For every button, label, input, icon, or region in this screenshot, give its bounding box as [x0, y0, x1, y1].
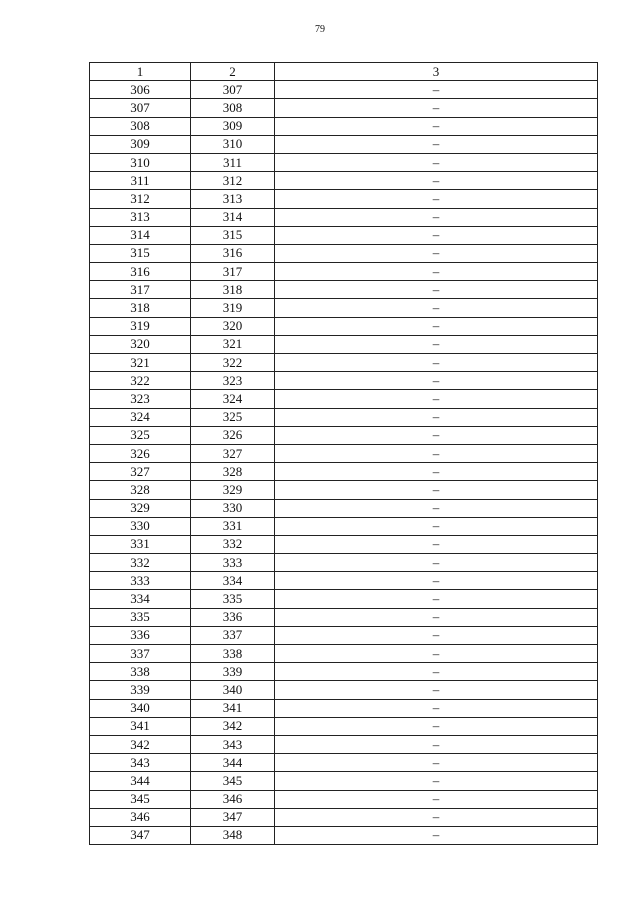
table-cell-col-1: 343: [90, 754, 191, 772]
table-row: [90, 608, 598, 626]
table-row: [90, 99, 598, 117]
column-header-2: 2: [191, 63, 275, 81]
table-cell-col-2: 338: [191, 645, 275, 663]
table-row: [90, 572, 598, 590]
table-cell-col-3: –: [275, 517, 598, 535]
table-cell-col-2: 339: [191, 663, 275, 681]
table-cell-col-2: 310: [191, 135, 275, 153]
table-cell-col-1: 309: [90, 135, 191, 153]
table-cell-col-1: 315: [90, 244, 191, 262]
table-cell-col-3: –: [275, 808, 598, 826]
table-cell-col-1: 313: [90, 208, 191, 226]
table-cell-col-1: 346: [90, 808, 191, 826]
table-cell-col-1: 326: [90, 444, 191, 462]
table-cell-col-2: 334: [191, 572, 275, 590]
column-header-1: 1: [90, 63, 191, 81]
table-cell-col-3: –: [275, 826, 598, 844]
table-header: [90, 63, 598, 81]
table-cell-col-1: 308: [90, 117, 191, 135]
table-cell-col-3: –: [275, 645, 598, 663]
table-row: [90, 535, 598, 553]
table-cell-col-1: 314: [90, 226, 191, 244]
table-cell-col-1: 330: [90, 517, 191, 535]
column-header-3: 3: [275, 63, 598, 81]
table-body: [90, 81, 598, 845]
table-cell-col-3: –: [275, 208, 598, 226]
table-cell-col-2: 340: [191, 681, 275, 699]
table-row: [90, 517, 598, 535]
table-row: [90, 335, 598, 353]
table-cell-col-2: 316: [191, 244, 275, 262]
table-cell-col-2: 333: [191, 554, 275, 572]
table-cell-col-1: 306: [90, 81, 191, 99]
table-cell-col-2: 330: [191, 499, 275, 517]
table-cell-col-2: 336: [191, 608, 275, 626]
table-cell-col-1: 332: [90, 554, 191, 572]
table-cell-col-3: –: [275, 354, 598, 372]
table-cell-col-2: 315: [191, 226, 275, 244]
table-row: [90, 408, 598, 426]
table-row: [90, 172, 598, 190]
table-cell-col-3: –: [275, 699, 598, 717]
table-cell-col-1: 328: [90, 481, 191, 499]
table-cell-col-1: 334: [90, 590, 191, 608]
table-cell-col-2: 345: [191, 772, 275, 790]
table-row: [90, 554, 598, 572]
table-cell-col-2: 344: [191, 754, 275, 772]
table-row: [90, 372, 598, 390]
table-cell-col-3: –: [275, 190, 598, 208]
table-row: [90, 626, 598, 644]
table-cell-col-2: 322: [191, 354, 275, 372]
table-cell-col-1: 318: [90, 299, 191, 317]
table-cell-col-2: 348: [191, 826, 275, 844]
table-cell-col-2: 317: [191, 263, 275, 281]
table-row: [90, 226, 598, 244]
table-cell-col-1: 324: [90, 408, 191, 426]
table-cell-col-3: –: [275, 81, 598, 99]
header-row: [90, 63, 598, 81]
table-cell-col-2: 318: [191, 281, 275, 299]
table-cell-col-1: 338: [90, 663, 191, 681]
table-row: [90, 663, 598, 681]
page-number: 79: [315, 24, 325, 35]
table-cell-col-3: –: [275, 244, 598, 262]
table-cell-col-3: –: [275, 554, 598, 572]
data-table: [89, 62, 598, 845]
table-cell-col-3: –: [275, 263, 598, 281]
table-cell-col-3: –: [275, 754, 598, 772]
table-row: [90, 717, 598, 735]
table-row: [90, 426, 598, 444]
table-cell-col-1: 339: [90, 681, 191, 699]
table-cell-col-2: 308: [191, 99, 275, 117]
table-cell-col-2: 337: [191, 626, 275, 644]
table-cell-col-1: 319: [90, 317, 191, 335]
table-cell-col-2: 313: [191, 190, 275, 208]
table-cell-col-1: 331: [90, 535, 191, 553]
table-row: [90, 754, 598, 772]
table-cell-col-3: –: [275, 735, 598, 753]
table-cell-col-3: –: [275, 535, 598, 553]
table-cell-col-3: –: [275, 626, 598, 644]
table-cell-col-2: 325: [191, 408, 275, 426]
table-row: [90, 299, 598, 317]
table-cell-col-2: 332: [191, 535, 275, 553]
table-row: [90, 117, 598, 135]
table-cell-col-2: 309: [191, 117, 275, 135]
table-cell-col-2: 320: [191, 317, 275, 335]
table-row: [90, 244, 598, 262]
table-cell-col-1: 329: [90, 499, 191, 517]
table-cell-col-2: 347: [191, 808, 275, 826]
table-cell-col-1: 323: [90, 390, 191, 408]
table-cell-col-3: –: [275, 299, 598, 317]
table-cell-col-1: 316: [90, 263, 191, 281]
table-cell-col-1: 310: [90, 153, 191, 171]
table-cell-col-2: 311: [191, 153, 275, 171]
table-cell-col-3: –: [275, 790, 598, 808]
table-row: [90, 317, 598, 335]
table-cell-col-3: –: [275, 572, 598, 590]
table-cell-col-2: 319: [191, 299, 275, 317]
table-cell-col-1: 335: [90, 608, 191, 626]
table-row: [90, 281, 598, 299]
table-cell-col-2: 343: [191, 735, 275, 753]
table-cell-col-2: 307: [191, 81, 275, 99]
table-cell-col-2: 346: [191, 790, 275, 808]
table-cell-col-2: 329: [191, 481, 275, 499]
table-cell-col-1: 322: [90, 372, 191, 390]
table-row: [90, 735, 598, 753]
table-cell-col-3: –: [275, 590, 598, 608]
table-row: [90, 499, 598, 517]
table-cell-col-3: –: [275, 317, 598, 335]
table-row: [90, 590, 598, 608]
table-cell-col-2: 327: [191, 444, 275, 462]
table-cell-col-3: –: [275, 390, 598, 408]
table-cell-col-3: –: [275, 499, 598, 517]
table-cell-col-1: 344: [90, 772, 191, 790]
table-row: [90, 481, 598, 499]
table-cell-col-2: 314: [191, 208, 275, 226]
table-cell-col-3: –: [275, 463, 598, 481]
table-cell-col-1: 307: [90, 99, 191, 117]
table-cell-col-3: –: [275, 772, 598, 790]
table-cell-col-3: –: [275, 281, 598, 299]
table-cell-col-3: –: [275, 226, 598, 244]
table-cell-col-1: 337: [90, 645, 191, 663]
table-cell-col-2: 328: [191, 463, 275, 481]
table-cell-col-3: –: [275, 335, 598, 353]
table-cell-col-1: 312: [90, 190, 191, 208]
table-cell-col-1: 345: [90, 790, 191, 808]
table-cell-col-3: –: [275, 426, 598, 444]
table-cell-col-2: 335: [191, 590, 275, 608]
table-cell-col-3: –: [275, 681, 598, 699]
table-cell-col-2: 342: [191, 717, 275, 735]
table-row: [90, 444, 598, 462]
table-row: [90, 135, 598, 153]
table-row: [90, 645, 598, 663]
table-row: [90, 790, 598, 808]
table-cell-col-1: 317: [90, 281, 191, 299]
table-cell-col-3: –: [275, 99, 598, 117]
table-cell-col-1: 347: [90, 826, 191, 844]
table-row: [90, 390, 598, 408]
table-cell-col-1: 321: [90, 354, 191, 372]
table-cell-col-3: –: [275, 172, 598, 190]
table-row: [90, 208, 598, 226]
table-cell-col-2: 341: [191, 699, 275, 717]
table-row: [90, 772, 598, 790]
table-cell-col-3: –: [275, 153, 598, 171]
table-cell-col-3: –: [275, 608, 598, 626]
table-cell-col-2: 326: [191, 426, 275, 444]
table-cell-col-1: 333: [90, 572, 191, 590]
table-cell-col-3: –: [275, 481, 598, 499]
table-cell-col-3: –: [275, 135, 598, 153]
table-cell-col-2: 312: [191, 172, 275, 190]
table-row: [90, 463, 598, 481]
table-row: [90, 81, 598, 99]
table-cell-col-1: 336: [90, 626, 191, 644]
table-cell-col-2: 321: [191, 335, 275, 353]
table-cell-col-3: –: [275, 663, 598, 681]
table-cell-col-1: 325: [90, 426, 191, 444]
table-cell-col-2: 323: [191, 372, 275, 390]
table-cell-col-1: 327: [90, 463, 191, 481]
table-cell-col-2: 324: [191, 390, 275, 408]
table-row: [90, 826, 598, 844]
table-row: [90, 153, 598, 171]
table-cell-col-1: 340: [90, 699, 191, 717]
table-row: [90, 808, 598, 826]
table-cell-col-1: 342: [90, 735, 191, 753]
table-cell-col-1: 320: [90, 335, 191, 353]
table-cell-col-3: –: [275, 372, 598, 390]
table-cell-col-3: –: [275, 117, 598, 135]
table-cell-col-3: –: [275, 717, 598, 735]
table-cell-col-1: 341: [90, 717, 191, 735]
table-cell-col-3: –: [275, 444, 598, 462]
table-cell-col-2: 331: [191, 517, 275, 535]
table-row: [90, 354, 598, 372]
table-row: [90, 699, 598, 717]
table-cell-col-3: –: [275, 408, 598, 426]
table-row: [90, 263, 598, 281]
table-row: [90, 190, 598, 208]
table-cell-col-1: 311: [90, 172, 191, 190]
table-row: [90, 681, 598, 699]
